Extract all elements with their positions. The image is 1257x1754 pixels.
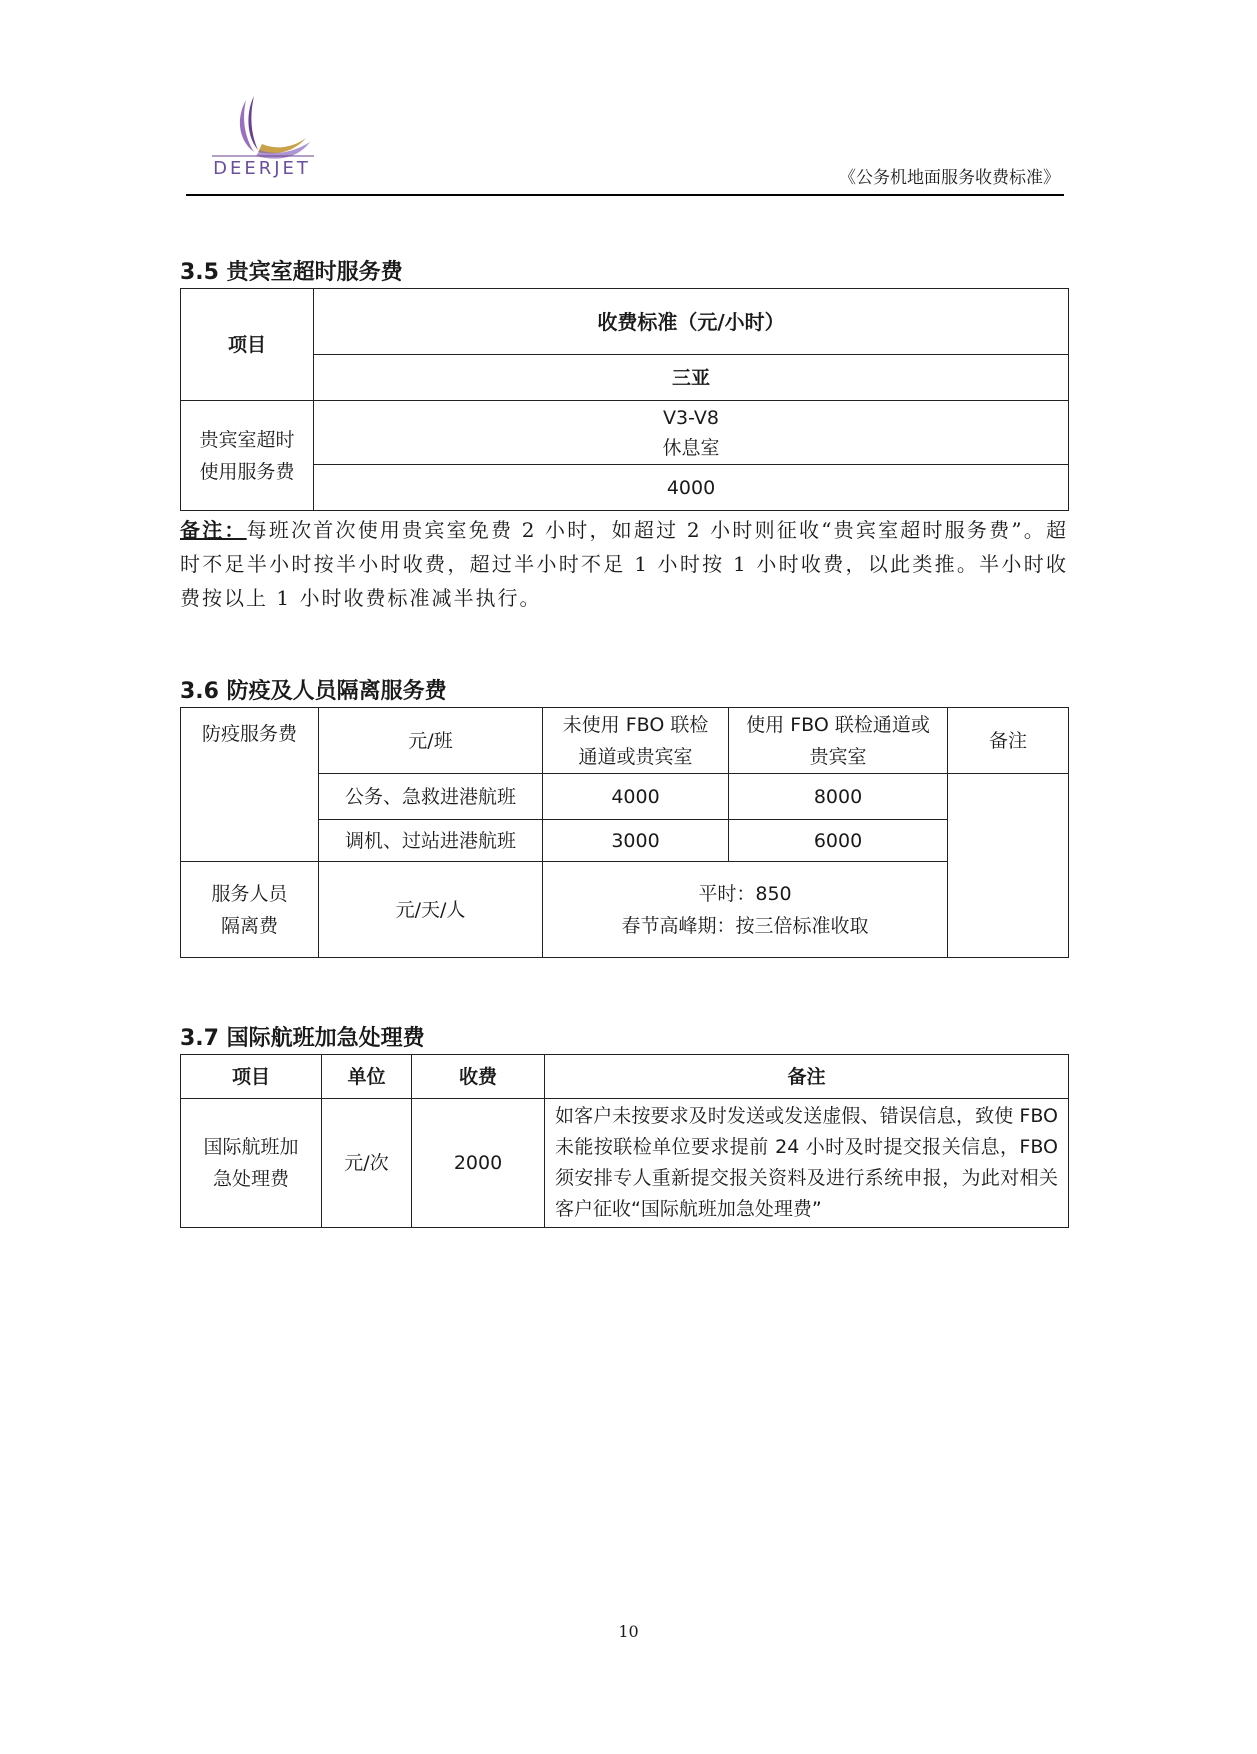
- section-3-5: [180, 258, 1068, 615]
- row-fee: 2000: [412, 1099, 545, 1228]
- row1a-fbo: 8000: [729, 774, 948, 820]
- note-text: 每班次首次使用贵宾室免费 2 小时，如超过 2 小时则征收“贵宾室超时服务费”。超时不足半小时按半小时收费，超过半小时不足 1 小时按 1 小时收费，以此类推。半小时收费按以上 1 小时收费标准减半执行。: [180, 518, 1069, 610]
- section-title: 3.7 国际航班加急处理费: [180, 1026, 425, 1051]
- note-label: 备注：: [180, 518, 247, 542]
- row-unit: 元/次: [322, 1099, 412, 1228]
- row-label: 贵宾室超时 使用服务费: [181, 401, 314, 511]
- row2-fee-line2: 春节高峰期：按三倍标准收取: [621, 914, 869, 937]
- header-remark: 备注: [948, 708, 1069, 774]
- section-title: 3.6 防疫及人员隔离服务费: [180, 679, 447, 704]
- header-no-fbo: 未使用 FBO 联检 通道或贵宾室: [543, 708, 729, 774]
- page-header: [186, 92, 1064, 196]
- header-region: 三亚: [314, 355, 1069, 401]
- row-remark: 如客户未按要求及时发送或发送虚假、错误信息，致使 FBO 未能按联检单位要求提前 24 小时及时提交报关信息，FBO 须安排专人重新提交报关资料及进行系统申报，为此对相关客户征收“国际航班加急处理费”: [545, 1099, 1069, 1228]
- row2-fee-cell: [543, 862, 948, 958]
- row1a-no-fbo: 4000: [543, 774, 729, 820]
- remark-cell: [948, 774, 1069, 958]
- header-unit: 单位: [322, 1055, 412, 1099]
- row2-unit: 元/天/人: [319, 862, 543, 958]
- header-fee: 收费: [412, 1055, 545, 1099]
- header-remark: 备注: [545, 1055, 1069, 1099]
- document-title: 《公务机地面服务收费标准》: [839, 168, 1060, 188]
- row2-label: 服务人员 隔离费: [181, 862, 319, 958]
- room-type-line1: V3-V8: [663, 406, 719, 429]
- row1b-no-fbo: 3000: [543, 820, 729, 862]
- epidemic-isolation-table: [180, 707, 1069, 958]
- header-fbo: 使用 FBO 联检通道或 贵宾室: [729, 708, 948, 774]
- room-type-line2: 休息室: [662, 436, 720, 459]
- row1b-fbo: 6000: [729, 820, 948, 862]
- note: [180, 513, 1068, 615]
- row1a-type: 公务、急救进港航班: [319, 774, 543, 820]
- section-3-7: [180, 1024, 1068, 1228]
- room-type-cell: [314, 401, 1069, 465]
- row1b-type: 调机、过站进港航班: [319, 820, 543, 862]
- header-item: 项目: [181, 1055, 322, 1099]
- header-fee-standard: 收费标准（元/小时）: [314, 289, 1069, 355]
- intl-rush-table: [180, 1054, 1069, 1228]
- row-label: 国际航班加 急处理费: [181, 1099, 322, 1228]
- logo-text: DEERJET: [213, 158, 311, 178]
- fee-value: 4000: [314, 465, 1069, 511]
- page-number: 10: [618, 1622, 639, 1641]
- lounge-overtime-table: [180, 288, 1069, 511]
- deerjet-logo: [206, 92, 316, 178]
- section-3-6: [180, 677, 1068, 958]
- section-title: 3.5 贵宾室超时服务费: [180, 260, 403, 285]
- header-unit: 元/班: [319, 708, 543, 774]
- header-item: 项目: [181, 289, 314, 401]
- row1-label: 防疫服务费: [181, 708, 319, 862]
- row2-fee-line1: 平时：850: [698, 882, 792, 905]
